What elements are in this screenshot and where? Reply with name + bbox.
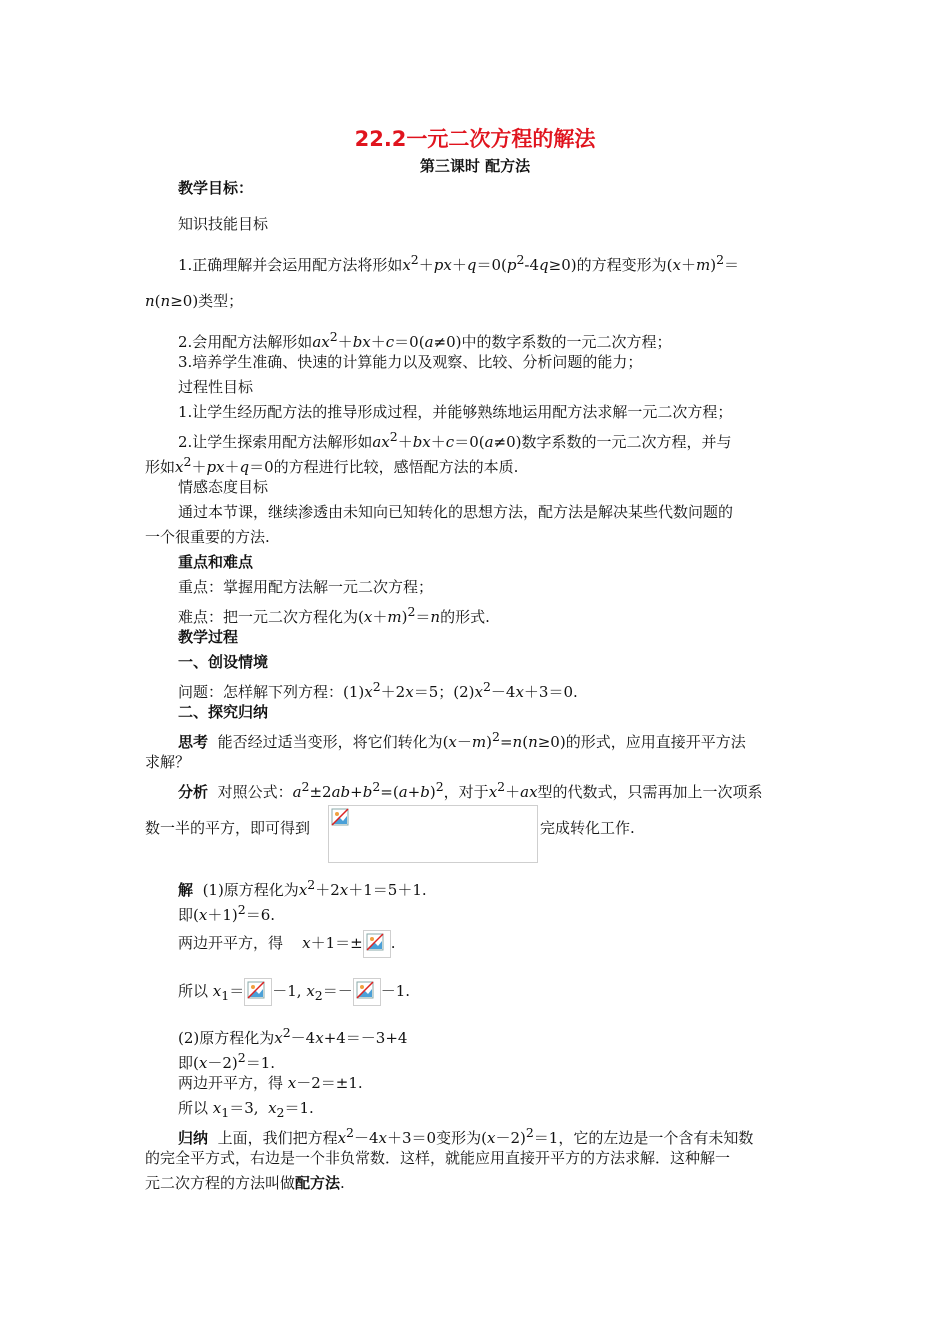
knowledge-item-2: 2.会用配方法解形如$ax^2+bx+c=0(a\ne 0)$中的数字系数的一元二次方程； [178,329,672,351]
solution-line-3: 两边开平方，得 x＋1＝± . [178,929,395,958]
heading-goals: 教学目标： [178,179,254,197]
sqrt-image-placeholder [244,978,272,1006]
heading-process-goal: 过程性目标 [178,378,254,396]
analysis-line: 分析 对照公式：$a^2\pm 2ab+b^2=(a+b)^2$，对于$x^2+ax$型的代数式，只需再加上一次项系 [178,779,763,801]
analysis-line-cont-b: 完成转化工作. [540,819,635,837]
difficult-point: 难点：把一元二次方程化为$(x+m)^2=n$的形式. [178,604,490,626]
solution-line-8: 所以 $x_1=3$, $x_2=1$. [178,1099,314,1120]
knowledge-item-1: 1.正确理解并会运用配方法将形如$x^2+px+q=0(p^2-4q\ge 0)$的方程变形为$(x+m)^2=$ [178,252,740,274]
analysis-label: 分析 [178,783,209,801]
solution-line-1: 解 (1)原方程化为$x^2+2x+1=5+1$. [178,877,427,899]
solution-line-6: 即$(x-2)^2=1$. [178,1050,275,1072]
heading-section-2: 二、探究归纳 [178,703,269,721]
key-point: 重点：掌握用配方法解一元二次方程； [178,578,434,596]
solution-line-7: 两边开平方，得 x－2＝±1. [178,1074,363,1092]
think-label: 思考 [178,733,209,751]
term-completing-square: 配方法 [295,1174,341,1192]
heading-emotion-goal: 情感态度目标 [178,478,269,496]
broken-image-icon [331,808,349,826]
heading-key-points: 重点和难点 [178,553,254,571]
solution-line-2: 即$(x+1)^2=6$. [178,902,275,924]
sqrt-image-placeholder [363,930,391,958]
page-subtitle: 第三课时 配方法 [419,157,531,175]
think-line: 思考 能否经过适当变形，将它们转化为$(x-m)^2=n(n\ge 0)$的形式，应用直接开平方法 [178,729,746,751]
broken-image-placeholder [328,805,538,863]
sqrt-image-placeholder [353,978,381,1006]
heading-knowledge: 知识技能目标 [178,215,269,233]
solution-label: 解 [178,881,194,899]
question-line: 问题：怎样解下列方程：$(1)x^2+2x=5$；$(2)x^2-4x+3=0$. [178,679,578,701]
summary-line-2: 的完全平方式，右边是一个非负常数．这样，就能应用直接开平方的方法求解．这种解一 [145,1149,731,1167]
broken-image-icon [366,933,384,951]
solution-line-4: 所以 $x_1=$ －1, $x_2=-$ －1. [178,977,410,1010]
broken-image-icon [356,981,374,999]
analysis-line-cont-a: 数一半的平方，即可得到 [145,819,311,837]
emotion-text-1: 通过本节课，继续渗透由未知向已知转化的思想方法，配方法是解决某些代数问题的 [178,503,734,521]
think-line-cont: 求解？ [145,753,191,771]
emotion-text-2: 一个很重要的方法. [145,528,270,546]
summary-label: 归纳 [178,1129,209,1147]
process-item-2: 2.让学生探索用配方法解形如$ax^2+bx+c=0(a\ne 0)$数字系数的一元二次方程，并与 [178,429,732,451]
heading-section-1: 一、创设情境 [178,653,269,671]
page-title: 22.2一元二次方程的解法 [354,127,596,151]
knowledge-item-1-cont: n(n≥0)类型； [145,292,244,310]
knowledge-item-3: 3.培养学生准确、快速的计算能力以及观察、比较、分析问题的能力； [178,353,643,371]
process-item-1: 1.让学生经历配方法的推导形成过程，并能够熟练地运用配方法求解一元二次方程； [178,403,733,421]
summary-line-3: 元二次方程的方法叫做配方法. [145,1174,345,1192]
solution-line-5: (2)原方程化为$x^2-4x+4=-3+4$ [178,1025,408,1047]
broken-image-icon [247,981,265,999]
summary-line-1: 归纳 上面，我们把方程$x^2-4x+3=0$变形为$(x-2)^2=1$，它的左边是一个含有未知数 [178,1125,754,1147]
heading-process: 教学过程 [178,628,239,646]
process-item-2-cont: 形如$x^2+px+q=0$的方程进行比较，感悟配方法的本质. [145,454,519,476]
